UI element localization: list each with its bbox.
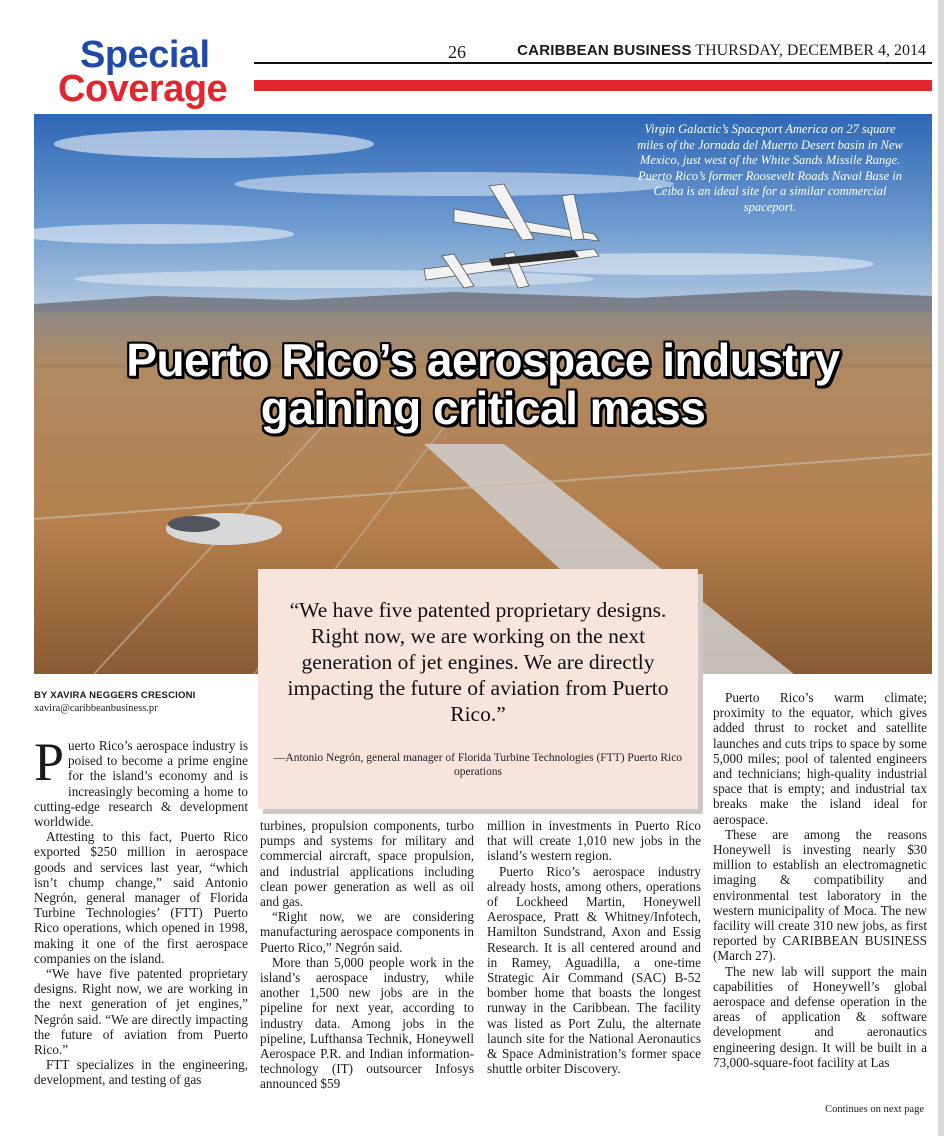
article-column-1 bbox=[34, 732, 248, 1088]
header-rule bbox=[254, 62, 932, 64]
article-paragraph: Puerto Rico’s aerospace industry already hosts, among others, operations of Lockheed Martin, Honeywell Aerospace, Pratt & Whitney/Infotech, Hamilton Sundstrand, Axon and Essig Research. It is all centered around and in Ramey, Aguadilla, a one-time Strategic Air Command (SAC) B-52 bomber home that boasts the longest runway in the Caribbean. The facility was listed as Port Zulu, the alternate launch site for the National Aeronautics & Space Administration’s former space shuttle orbiter Discovery. bbox=[487, 863, 701, 1077]
logo-special-text: Special bbox=[80, 34, 210, 76]
article-paragraph: million in investments in Puerto Rico that will create 1,010 new jobs in the island’s western region. bbox=[487, 818, 701, 864]
article-column-4 bbox=[713, 690, 927, 1070]
masthead bbox=[517, 42, 926, 60]
pull-quote-box bbox=[258, 569, 698, 809]
article-paragraph: turbines, propulsion components, turbo pumps and systems for military and commercial aircraft, space propulsion, and industrial applications including clean power generation as well as oil and gas. bbox=[260, 818, 474, 910]
article-paragraph: These are among the reasons Honeywell is investing nearly $30 million to establish an electromagnetic imaging & compatibility and environmental test laboratory in the western municipality of Moca. The new facility will create 310 new jobs, as first reported by CARIBBEAN BUSINESS (March 27). bbox=[713, 826, 927, 964]
page-number: 26 bbox=[448, 42, 466, 62]
article-paragraph bbox=[34, 732, 248, 830]
logo-coverage-text: Coverage bbox=[58, 68, 228, 110]
article-paragraph: More than 5,000 people work in the island’s aerospace industry, while another 1,500 new jobs are in the pipeline for next year, according to industry data. Among jobs in the pipeline, Lufthansa Technik, Honeywell Aerospace P.R. and Indian information-technology (IT) outsourcer Infosys announced $59 bbox=[260, 954, 474, 1092]
byline-email[interactable]: xavira@caribbeanbusiness.pr bbox=[34, 703, 158, 714]
photo-caption: Virgin Galactic’s Spaceport America on 27 square miles of the Jornada del Muerto Desert basin in New Mexico, just west of the White Sands Missile Range. Puerto Rico’s former Roosevelt Roads Naval Base in Ceiba is an ideal site for a similar commercial spaceport. bbox=[637, 122, 903, 214]
article-paragraph: Attesting to this fact, Puerto Rico exported $250 million in aerospace goods and services last year, “which isn’t chump change,” said Antonio Negrón, general manager of Florida Turbine Technologies’ (FTT) Puerto Rico operations, which opened in 1998, making it one of the first aerospace companies on the island. bbox=[34, 829, 248, 966]
headline-line-2: gaining critical mass bbox=[260, 382, 706, 434]
page-edge bbox=[938, 0, 944, 1136]
special-coverage-logo bbox=[58, 34, 258, 110]
pull-quote-text: “We have five patented proprietary designs. Right now, we are working on the next generation of jet engines. We are directly impacting the future of aviation from Puerto Rico.” bbox=[287, 598, 669, 726]
publication-name: CARIBBEAN BUSINESS bbox=[517, 42, 692, 59]
lead-text: uerto Rico’s aerospace industry is poised to become a prime engine for the island’s economy and is increasingly becoming a home to cutting-edge research & development worldwide. bbox=[34, 738, 248, 830]
article-column-3 bbox=[487, 818, 701, 1076]
article-paragraph: The new lab will support the main capabilities of Honeywell’s global aerospace and defense operation in the areas of application & software development and aeronautics engineering design. It will be built in a 73,000-square-foot facility at Las bbox=[713, 963, 927, 1070]
headline bbox=[34, 336, 932, 432]
headline-line-1: Puerto Rico’s aerospace industry bbox=[126, 334, 840, 386]
article-paragraph: FTT specializes in the engineering, development, and testing of gas bbox=[34, 1057, 248, 1088]
drop-cap: P bbox=[34, 732, 65, 792]
article-column-2 bbox=[260, 818, 474, 1092]
header-red-bar bbox=[254, 80, 932, 91]
issue-date: THURSDAY, DECEMBER 4, 2014 bbox=[695, 42, 926, 59]
continues-note: Continues on next page bbox=[825, 1104, 924, 1115]
article-paragraph: Puerto Rico’s warm climate; proximity to the equator, which gives added thrust to rocket and satellite launches and cuts trips to space by some 5,000 miles; pool of talented engineers and technicians; high-quality industrial space that is empty; and industrial tax breaks make the island ideal for aerospace. bbox=[713, 690, 927, 827]
pull-quote-attribution: —Antonio Negrón, general manager of Florida Turbine Technologies (FTT) Puerto Rico operations bbox=[273, 752, 683, 778]
byline-author: BY XAVIRA NEGGERS CRESCIONI bbox=[34, 690, 196, 701]
article-paragraph: “Right now, we are considering manufacturing aerospace components in Puerto Rico,” Negrón said. bbox=[260, 909, 474, 955]
article-paragraph: “We have five patented proprietary designs. Right now, we are working in the next generation of jet engines,” Negrón said. “We are directly impacting the future of aviation from Puerto Rico.” bbox=[34, 966, 248, 1058]
